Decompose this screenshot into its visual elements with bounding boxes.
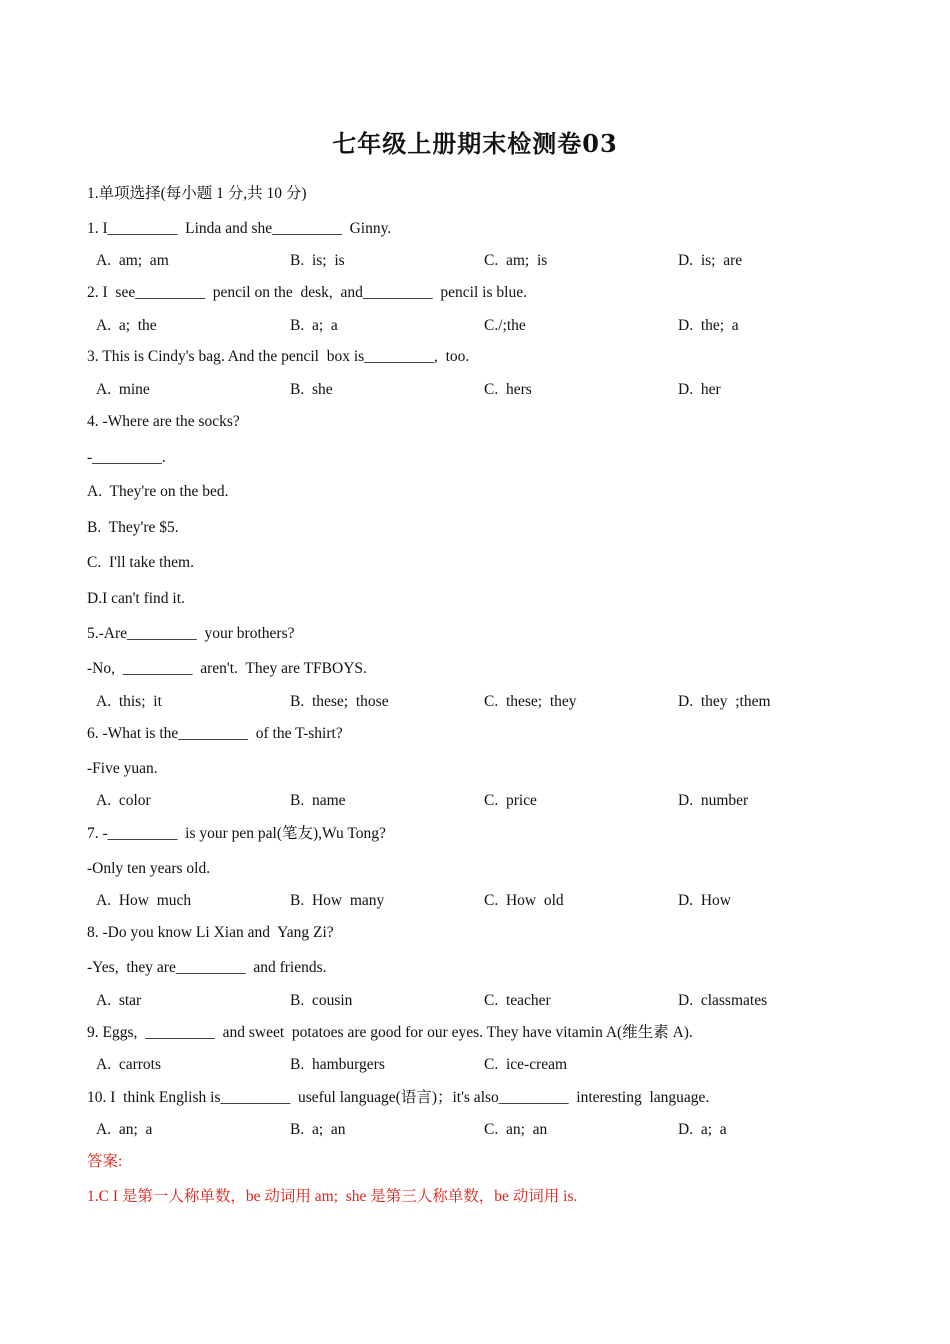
q1-option-b: B. is; is	[290, 252, 345, 269]
q9-option-b: B. hamburgers	[290, 1056, 385, 1073]
q4-option-c: C. I'll take them.	[87, 554, 194, 571]
q4-option-a: A. They're on the bed.	[87, 483, 229, 500]
q4-option-b: B. They're $5.	[87, 519, 179, 536]
q5-option-c: C. these; they	[484, 693, 577, 710]
q7-option-b: B. How many	[290, 892, 385, 909]
q7-reply: -Only ten years old.	[87, 860, 211, 877]
q3-option-b: B. she	[290, 381, 333, 398]
question-2: 2. I see_________ pencil on the desk, and_________ pencil is blue.	[87, 284, 527, 301]
q2-option-b: B. a; a	[290, 317, 338, 334]
q8-option-a: A. star	[96, 992, 142, 1009]
question-7: 7. -_________ is your pen pal(笔友),Wu Tong?	[87, 825, 386, 842]
question-10: 10. I think English is_________ useful language(语言)；it's also_________ interesting language.	[87, 1089, 710, 1106]
q10-option-a: A. an; a	[96, 1121, 153, 1138]
q9-option-a: A. carrots	[96, 1056, 161, 1073]
question-9: 9. Eggs, _________ and sweet potatoes are good for our eyes. They have vitamin A(维生素 A).	[87, 1024, 693, 1041]
q3-option-c: C. hers	[484, 381, 532, 398]
q8-option-b: B. cousin	[290, 992, 353, 1009]
q8-reply: -Yes, they are_________ and friends.	[87, 959, 327, 976]
q7-option-c: C. How old	[484, 892, 564, 909]
q5-option-b: B. these; those	[290, 693, 389, 710]
q2-option-c: C./;the	[484, 317, 526, 334]
q5-option-a: A. this; it	[96, 693, 162, 710]
question-5: 5.-Are_________ your brothers?	[87, 625, 295, 642]
q3-option-d: D. her	[678, 381, 721, 398]
q8-option-c: C. teacher	[484, 992, 551, 1009]
q5-option-d: D. they ;them	[678, 693, 771, 710]
question-3: 3. This is Cindy's bag. And the pencil box is_________, too.	[87, 348, 470, 365]
q6-option-b: B. name	[290, 792, 346, 809]
q8-option-d: D. classmates	[678, 992, 768, 1009]
q6-reply: -Five yuan.	[87, 760, 158, 777]
question-1: 1. I_________ Linda and she_________ Ginny.	[87, 220, 392, 237]
question-6: 6. -What is the_________ of the T-shirt?	[87, 725, 343, 742]
q6-option-d: D. number	[678, 792, 749, 809]
answers-label: 答案:	[87, 1153, 123, 1170]
q1-option-c: C. am; is	[484, 252, 548, 269]
q2-option-d: D. the; a	[678, 317, 739, 334]
question-8: 8. -Do you know Li Xian and Yang Zi?	[87, 924, 334, 941]
q6-option-a: A. color	[96, 792, 151, 809]
answer-1: 1.C I 是第一人称单数，be 动词用 am; she 是第三人称单数，be 动词用 is.	[87, 1188, 578, 1205]
page-title: 七年级上册期末检测卷03	[332, 129, 618, 158]
q7-option-a: A. How much	[96, 892, 192, 909]
q5-reply: -No, _________ aren't. They are TFBOYS.	[87, 660, 367, 677]
q9-option-c: C. ice-cream	[484, 1056, 568, 1073]
q7-option-d: D. How	[678, 892, 731, 909]
q6-option-c: C. price	[484, 792, 537, 809]
q4-option-d: D.I can't find it.	[87, 590, 185, 607]
question-4: 4. -Where are the socks?	[87, 413, 240, 430]
q10-option-d: D. a; a	[678, 1121, 727, 1138]
q2-option-a: A. a; the	[96, 317, 157, 334]
q4-answer-blank: -_________.	[87, 449, 166, 466]
q10-option-c: C. an; an	[484, 1121, 548, 1138]
q3-option-a: A. mine	[96, 381, 150, 398]
q10-option-b: B. a; an	[290, 1121, 346, 1138]
section-heading: 1.单项选择(每小题 1 分,共 10 分)	[87, 185, 307, 202]
q1-option-a: A. am; am	[96, 252, 169, 269]
q1-option-d: D. is; are	[678, 252, 743, 269]
